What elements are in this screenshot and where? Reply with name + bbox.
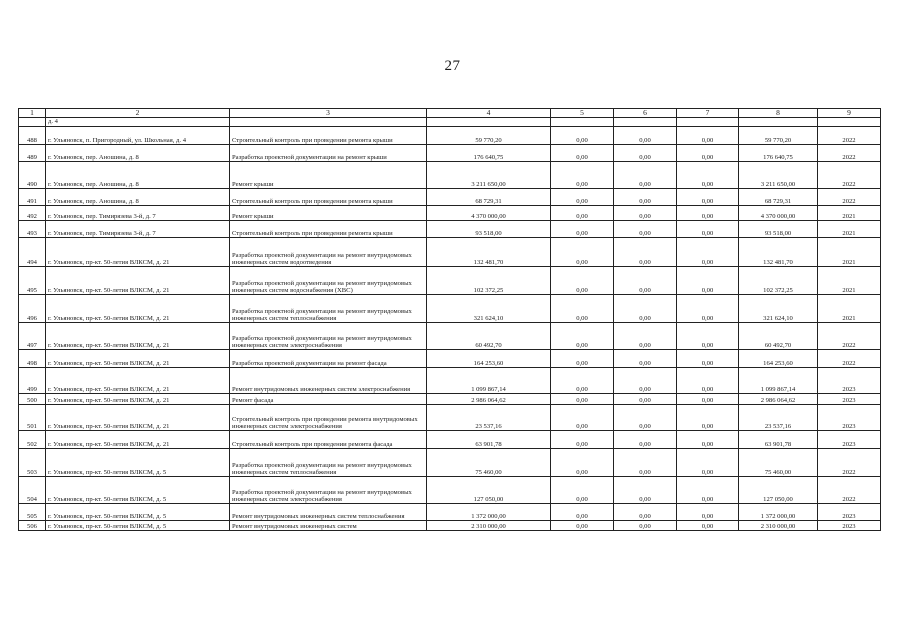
row-address: г. Ульяновск, пр-кт. 50-летия ВЛКСМ, д. 5 bbox=[46, 449, 230, 477]
row-col8: 63 901,78 bbox=[739, 431, 818, 449]
row-col8: 75 460,00 bbox=[739, 449, 818, 477]
row-col4-total: 321 624,10 bbox=[427, 295, 551, 323]
table-row bbox=[19, 323, 881, 350]
row-col5: 0,00 bbox=[551, 350, 614, 368]
row-address: г. Ульяновск, пр-кт. 50-летия ВЛКСМ, д. 5 bbox=[46, 521, 230, 531]
table-row bbox=[19, 368, 881, 394]
row-col8: 102 372,25 bbox=[739, 267, 818, 295]
row-col6: 0,00 bbox=[614, 206, 677, 221]
row-work-type: Ремонт внутридомовых инженерных систем bbox=[230, 521, 427, 531]
row-number: 494 bbox=[19, 238, 46, 267]
row-address: г. Ульяновск, пр-кт. 50-летия ВЛКСМ, д. 21 bbox=[46, 295, 230, 323]
row-col4-total: 75 460,00 bbox=[427, 449, 551, 477]
col-header-7: 7 bbox=[677, 109, 739, 118]
row-number: 501 bbox=[19, 405, 46, 431]
row-work-type: Строительный контроль при проведении ремонта крыши bbox=[230, 221, 427, 238]
col-header-4: 4 bbox=[427, 109, 551, 118]
row-work-type: Ремонт крыши bbox=[230, 162, 427, 189]
row-work-type: Разработка проектной документации на ремонт фасада bbox=[230, 350, 427, 368]
row-address: г. Ульяновск, пр-кт. 50-летия ВЛКСМ, д. 21 bbox=[46, 394, 230, 405]
table-row bbox=[19, 431, 881, 449]
row-address: г. Ульяновск, пр-кт. 50-летия ВЛКСМ, д. 21 bbox=[46, 368, 230, 394]
row-year: 2023 bbox=[818, 368, 881, 394]
table-row bbox=[19, 162, 881, 189]
row-col8: 4 370 000,00 bbox=[739, 206, 818, 221]
row-col5: 0,00 bbox=[551, 238, 614, 267]
column-number-row bbox=[19, 109, 881, 118]
row-year: 2022 bbox=[818, 449, 881, 477]
row-number: 502 bbox=[19, 431, 46, 449]
row-number: 493 bbox=[19, 221, 46, 238]
col-header-1: 1 bbox=[19, 109, 46, 118]
row-address: г. Ульяновск, пр-кт. 50-летия ВЛКСМ, д. 21 bbox=[46, 405, 230, 431]
row-col4-total: 3 211 650,00 bbox=[427, 162, 551, 189]
row-number: 499 bbox=[19, 368, 46, 394]
row-col7: 0,00 bbox=[677, 295, 739, 323]
row-col4-total: 2 310 000,00 bbox=[427, 521, 551, 531]
row-col4-total: 1 372 000,00 bbox=[427, 504, 551, 521]
row-col4-total: 23 537,16 bbox=[427, 405, 551, 431]
row-number: 495 bbox=[19, 267, 46, 295]
row-number: 505 bbox=[19, 504, 46, 521]
row-col6: 0,00 bbox=[614, 394, 677, 405]
row-col6: 0,00 bbox=[614, 521, 677, 531]
row-number: 489 bbox=[19, 145, 46, 162]
row-col6: 0,00 bbox=[614, 477, 677, 504]
row-col7: 0,00 bbox=[677, 162, 739, 189]
row-col6: 0,00 bbox=[614, 449, 677, 477]
row-col4-total: 59 770,20 bbox=[427, 127, 551, 145]
row-address: г. Ульяновск, пер. Аношина, д. 8 bbox=[46, 145, 230, 162]
row-col7: 0,00 bbox=[677, 504, 739, 521]
row-col7: 0,00 bbox=[677, 368, 739, 394]
row-col7: 0,00 bbox=[677, 206, 739, 221]
row-col7: 0,00 bbox=[677, 394, 739, 405]
row-col5: 0,00 bbox=[551, 368, 614, 394]
row-year: 2021 bbox=[818, 267, 881, 295]
row-col4-total: 1 099 867,14 bbox=[427, 368, 551, 394]
row-year: 2021 bbox=[818, 238, 881, 267]
row-col7: 0,00 bbox=[677, 405, 739, 431]
table-row bbox=[19, 189, 881, 206]
row-work-type: Разработка проектной документации на ремонт крыши bbox=[230, 145, 427, 162]
row-number: 488 bbox=[19, 127, 46, 145]
row-work-type: Строительный контроль при проведении ремонта крыши bbox=[230, 127, 427, 145]
row-year: 2023 bbox=[818, 431, 881, 449]
row-col6: 0,00 bbox=[614, 504, 677, 521]
row-col7: 0,00 bbox=[677, 238, 739, 267]
row-col6: 0,00 bbox=[614, 162, 677, 189]
row-col6: 0,00 bbox=[614, 405, 677, 431]
row-col5: 0,00 bbox=[551, 189, 614, 206]
row-number: 497 bbox=[19, 323, 46, 350]
row-address: г. Ульяновск, пр-кт. 50-летия ВЛКСМ, д. 21 bbox=[46, 267, 230, 295]
row-number: 500 bbox=[19, 394, 46, 405]
col-header-6: 6 bbox=[614, 109, 677, 118]
row-work-type: Строительный контроль при проведении ремонта крыши bbox=[230, 189, 427, 206]
row-number: 496 bbox=[19, 295, 46, 323]
row-col8: 2 310 000,00 bbox=[739, 521, 818, 531]
row-col8: 60 492,70 bbox=[739, 323, 818, 350]
row-col8: 93 518,00 bbox=[739, 221, 818, 238]
row-col6: 0,00 bbox=[614, 295, 677, 323]
row-col4-total: 68 729,31 bbox=[427, 189, 551, 206]
row-number: 504 bbox=[19, 477, 46, 504]
row-col4-total: 4 370 000,00 bbox=[427, 206, 551, 221]
row-col8: 176 640,75 bbox=[739, 145, 818, 162]
col-header-5: 5 bbox=[551, 109, 614, 118]
row-year: 2022 bbox=[818, 323, 881, 350]
col-header-3: 3 bbox=[230, 109, 427, 118]
row-number: 498 bbox=[19, 350, 46, 368]
row-work-type: Разработка проектной документации на ремонт внутридомовых инженерных систем теплоснабжения bbox=[230, 449, 427, 477]
row-col7: 0,00 bbox=[677, 127, 739, 145]
table-row bbox=[19, 449, 881, 477]
table-row bbox=[19, 221, 881, 238]
row-col5: 0,00 bbox=[551, 127, 614, 145]
page-number: 27 bbox=[444, 58, 461, 74]
continuation-empty-9 bbox=[818, 118, 881, 127]
table-row bbox=[19, 145, 881, 162]
row-col7: 0,00 bbox=[677, 189, 739, 206]
row-work-type: Разработка проектной документации на ремонт внутридомовых инженерных систем электроснабжения bbox=[230, 477, 427, 504]
continuation-empty-5 bbox=[551, 118, 614, 127]
row-year: 2022 bbox=[818, 127, 881, 145]
row-col6: 0,00 bbox=[614, 368, 677, 394]
row-year: 2021 bbox=[818, 295, 881, 323]
row-year: 2023 bbox=[818, 504, 881, 521]
table-row bbox=[19, 405, 881, 431]
table-row bbox=[19, 521, 881, 531]
row-col4-total: 60 492,70 bbox=[427, 323, 551, 350]
col-header-9: 9 bbox=[818, 109, 881, 118]
row-year: 2022 bbox=[818, 350, 881, 368]
continuation-address: д. 4 bbox=[46, 118, 230, 127]
row-address: г. Ульяновск, пер. Тимирязева 3-й, д. 7 bbox=[46, 221, 230, 238]
row-work-type: Разработка проектной документации на ремонт внутридомовых инженерных систем теплоснабжения bbox=[230, 295, 427, 323]
row-year: 2023 bbox=[818, 405, 881, 431]
row-work-type: Ремонт крыши bbox=[230, 206, 427, 221]
row-col4-total: 132 481,70 bbox=[427, 238, 551, 267]
row-work-type: Разработка проектной документации на ремонт внутридомовых инженерных систем водоотведения bbox=[230, 238, 427, 267]
row-col8: 1 372 000,00 bbox=[739, 504, 818, 521]
row-number: 506 bbox=[19, 521, 46, 531]
capital-repair-table bbox=[18, 108, 881, 531]
table-row bbox=[19, 477, 881, 504]
row-col5: 0,00 bbox=[551, 405, 614, 431]
row-work-type: Разработка проектной документации на ремонт внутридомовых инженерных систем водоснабжения (ХВС) bbox=[230, 267, 427, 295]
row-col4-total: 176 640,75 bbox=[427, 145, 551, 162]
row-number: 491 bbox=[19, 189, 46, 206]
row-work-type: Ремонт внутридомовых инженерных систем теплоснабжения bbox=[230, 504, 427, 521]
continuation-empty-8 bbox=[739, 118, 818, 127]
row-col7: 0,00 bbox=[677, 323, 739, 350]
row-col5: 0,00 bbox=[551, 431, 614, 449]
continuation-num-cell bbox=[19, 118, 46, 127]
row-col4-total: 164 253,60 bbox=[427, 350, 551, 368]
row-col7: 0,00 bbox=[677, 449, 739, 477]
table-row bbox=[19, 127, 881, 145]
row-number: 492 bbox=[19, 206, 46, 221]
row-address: г. Ульяновск, пр-кт. 50-летия ВЛКСМ, д. 21 bbox=[46, 238, 230, 267]
row-col7: 0,00 bbox=[677, 350, 739, 368]
row-address: г. Ульяновск, пер. Аношина, д. 8 bbox=[46, 189, 230, 206]
row-col6: 0,00 bbox=[614, 350, 677, 368]
row-address: г. Ульяновск, пер. Аношина, д. 8 bbox=[46, 162, 230, 189]
row-col4-total: 102 372,25 bbox=[427, 267, 551, 295]
table-row bbox=[19, 267, 881, 295]
row-col8: 23 537,16 bbox=[739, 405, 818, 431]
row-col7: 0,00 bbox=[677, 521, 739, 531]
row-col4-total: 93 518,00 bbox=[427, 221, 551, 238]
row-col8: 2 986 064,62 bbox=[739, 394, 818, 405]
row-col5: 0,00 bbox=[551, 449, 614, 477]
row-col6: 0,00 bbox=[614, 145, 677, 162]
row-col5: 0,00 bbox=[551, 323, 614, 350]
row-col5: 0,00 bbox=[551, 477, 614, 504]
row-col6: 0,00 bbox=[614, 127, 677, 145]
row-year: 2022 bbox=[818, 145, 881, 162]
row-year: 2022 bbox=[818, 162, 881, 189]
row-work-type: Ремонт фасада bbox=[230, 394, 427, 405]
table-row bbox=[19, 295, 881, 323]
row-col7: 0,00 bbox=[677, 477, 739, 504]
row-year: 2021 bbox=[818, 221, 881, 238]
row-col5: 0,00 bbox=[551, 295, 614, 323]
row-col8: 59 770,20 bbox=[739, 127, 818, 145]
row-address: г. Ульяновск, пр-кт. 50-летия ВЛКСМ, д. 5 bbox=[46, 504, 230, 521]
row-col5: 0,00 bbox=[551, 206, 614, 221]
row-year: 2022 bbox=[818, 189, 881, 206]
row-col8: 3 211 650,00 bbox=[739, 162, 818, 189]
row-col6: 0,00 bbox=[614, 267, 677, 295]
row-number: 503 bbox=[19, 449, 46, 477]
row-work-type: Строительный контроль при проведении ремонта фасада bbox=[230, 431, 427, 449]
continuation-row bbox=[19, 118, 881, 127]
table-row bbox=[19, 238, 881, 267]
row-col8: 132 481,70 bbox=[739, 238, 818, 267]
row-col6: 0,00 bbox=[614, 323, 677, 350]
row-work-type: Разработка проектной документации на ремонт внутридомовых инженерных систем электроснабжения bbox=[230, 323, 427, 350]
continuation-empty-6 bbox=[614, 118, 677, 127]
row-year: 2023 bbox=[818, 521, 881, 531]
row-address: г. Ульяновск, п. Пригородный, ул. Школьная, д. 4 bbox=[46, 127, 230, 145]
row-year: 2023 bbox=[818, 394, 881, 405]
row-col5: 0,00 bbox=[551, 267, 614, 295]
table-row bbox=[19, 350, 881, 368]
row-col7: 0,00 bbox=[677, 221, 739, 238]
row-col8: 1 099 867,14 bbox=[739, 368, 818, 394]
table-row bbox=[19, 206, 881, 221]
table-body bbox=[19, 118, 881, 531]
continuation-empty-4 bbox=[427, 118, 551, 127]
row-col5: 0,00 bbox=[551, 145, 614, 162]
row-col4-total: 2 986 064,62 bbox=[427, 394, 551, 405]
row-col8: 164 253,60 bbox=[739, 350, 818, 368]
row-address: г. Ульяновск, пр-кт. 50-летия ВЛКСМ, д. 21 bbox=[46, 350, 230, 368]
row-col7: 0,00 bbox=[677, 267, 739, 295]
row-address: г. Ульяновск, пр-кт. 50-летия ВЛКСМ, д. 21 bbox=[46, 323, 230, 350]
row-address: г. Ульяновск, пр-кт. 50-летия ВЛКСМ, д. 5 bbox=[46, 477, 230, 504]
row-col4-total: 63 901,78 bbox=[427, 431, 551, 449]
row-col7: 0,00 bbox=[677, 431, 739, 449]
row-col5: 0,00 bbox=[551, 221, 614, 238]
row-col8: 68 729,31 bbox=[739, 189, 818, 206]
table-row bbox=[19, 394, 881, 405]
row-number: 490 bbox=[19, 162, 46, 189]
continuation-empty-7 bbox=[677, 118, 739, 127]
row-col6: 0,00 bbox=[614, 189, 677, 206]
row-year: 2022 bbox=[818, 477, 881, 504]
row-col6: 0,00 bbox=[614, 238, 677, 267]
col-header-8: 8 bbox=[739, 109, 818, 118]
row-col6: 0,00 bbox=[614, 221, 677, 238]
row-year: 2021 bbox=[818, 206, 881, 221]
row-col4-total: 127 050,00 bbox=[427, 477, 551, 504]
row-col5: 0,00 bbox=[551, 162, 614, 189]
row-col5: 0,00 bbox=[551, 394, 614, 405]
row-col7: 0,00 bbox=[677, 145, 739, 162]
row-col6: 0,00 bbox=[614, 431, 677, 449]
table-row bbox=[19, 504, 881, 521]
row-work-type: Ремонт внутридомовых инженерных систем электроснабжения bbox=[230, 368, 427, 394]
row-address: г. Ульяновск, пр-кт. 50-летия ВЛКСМ, д. 21 bbox=[46, 431, 230, 449]
continuation-empty-3 bbox=[230, 118, 427, 127]
row-col5: 0,00 bbox=[551, 521, 614, 531]
row-col5: 0,00 bbox=[551, 504, 614, 521]
row-col8: 321 624,10 bbox=[739, 295, 818, 323]
row-address: г. Ульяновск, пер. Тимирязева 3-й, д. 7 bbox=[46, 206, 230, 221]
row-col8: 127 050,00 bbox=[739, 477, 818, 504]
row-work-type: Строительный контроль при проведении ремонта внутридомовых инженерных систем электроснабжения bbox=[230, 405, 427, 431]
col-header-2: 2 bbox=[46, 109, 230, 118]
